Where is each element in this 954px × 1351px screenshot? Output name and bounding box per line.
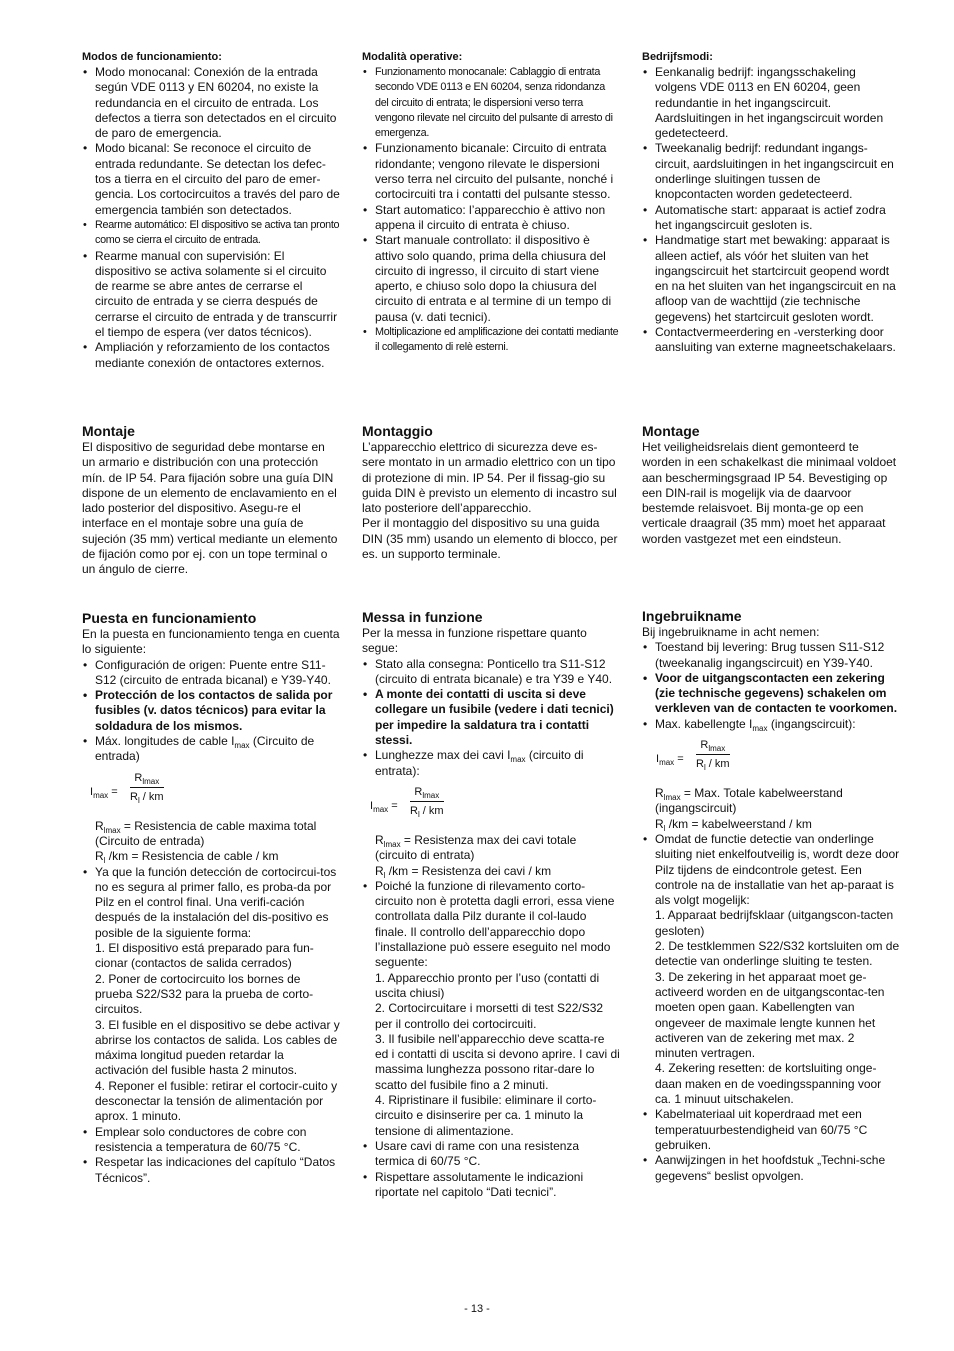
modes-list [362, 65, 620, 356]
mount-section [82, 423, 340, 578]
list-item: • A monte dei contatti di uscita si deve collegare un fusibile (vedere i dati tecnici) per impedire la saldatura tra i contatti stessi. [362, 687, 620, 748]
list-item: • Max. kabellengte $I_{max}$ (ingangscircuit): [642, 717, 900, 732]
paragraph: Per il montaggio del dispositivo su una guida DIN (35 mm) usando un elemento di blocco, per es. un supporto terminale. [362, 516, 618, 562]
list-item: • Funzionamento bicanale: Circuito di entrata ridondante; vengono rilevate le dispersioni verso terra nel circuito del pulsante, nonché i cortocircuiti tra i contatti del pulsante stesso. [362, 141, 620, 202]
list-item: • Tweekanalig bedrijf: redundant ingangs-circuit, aardsluitingen in het ingangscircuit en onderlinge sluitingen tussen de knopcontacten worden gedetecteerd. [642, 141, 900, 202]
list-item: • Aanwijzingen in het hoofdstuk „Techni-sche gegevens“ beslist opvolgen. [642, 1153, 900, 1184]
list-item: • Emplear solo conductores de cobre con resistencia a temperatura de 60/75 °C. [82, 1125, 340, 1156]
list-item: • Omdat de functie detectie van onderlinge sluiting niet enkelfoutveilig is, wordt deze door Pilz tijdens de eindcontrole getest. Een controle na de installatie van het ap-paraat is als volgt mogelijk: 1. Apparaat bedrijfsklaar (uitgangscon-tacten gesloten) 2. De testklemmen S22/S32 kortsluiten om de detectie van onderlinge sluiting te testen. 3. De zekering in het apparaat moet ge-activeerd worden en de uitgangscontac-ten moeten open gaan. Kabellengten van ongeveer de maximale lengte kunnen het activeren van de zekering met max. 2 minuten vertragen. 4. Zekering resetten: de kortsluiting onge-daan maken en de voedingsspanning voor ca. 1 minuut uitschakelen. [642, 832, 900, 1107]
cable-length-formula: $I_{max}$ = $R_{lmax}$ $R_l$ / km [656, 739, 730, 773]
cable-length-formula: $I_{max}$ = $R_{lmax}$ $R_l$ / km [90, 771, 164, 805]
list-item: • Start manuale controllato: il dispositivo è attivo solo quando, prima della chiusura del circuito di ingresso, il circuito di start viene aperto, e chiuso solo dopo la chiusura del circuito di entrata e al termine di un tempo di pausa (v. dati tecnici). [362, 233, 620, 325]
list-item: • Start automatico: l’apparecchio è attivo non appena il circuito di entrata è chiuso. [362, 203, 620, 234]
paragraph: Het veiligheidsrelais dient gemonteerd te worden in een schakelkast die minimaal voldoet aan beschermingsgraad IP 54. Bevestiging op een DIN-rail is mogelijk via de daarvoor bestemde relaisvoet. Bij monta-ge op een verticale draagrail (35 mm) moet het apparaat worden vastgezet met een eindsteun. [642, 440, 897, 546]
list-item: • Respetar las indicaciones del capítulo “Datos Técnicos”. [82, 1155, 340, 1186]
commissioning-list [362, 657, 620, 779]
list-item: • Ampliación y reforzamiento de los contactos mediante conexión de ontactores externos. [82, 340, 340, 371]
modes-title: Modos de funcionamiento: [82, 51, 222, 63]
list-item: • Handmatige start met bewaking: apparaat is alleen actief, als vóór het sluiten van het ingangscircuit het startcircuit geopend wordt en na het sluiten van het ingangscircuit en na afloop van de wachttijd (zie technische gegevens) het startcircuit gesloten wordt. [642, 233, 900, 325]
column-dutch [642, 50, 900, 1183]
section-heading: Ingebruikname [642, 608, 742, 624]
list-item: • Automatische start: apparaat is actief zodra het ingangscircuit gesloten is. [642, 203, 900, 234]
paragraph: Bij ingebruikname in acht nemen: [642, 625, 820, 639]
list-item: • Toestand bij levering: Brug tussen S11-S12 (tweekanalig ingangscircuit) en Y39-Y40. [642, 640, 900, 671]
modes-list [642, 65, 900, 356]
list-item: • Rispettare assolutamente le indicazioni riportate nel capitolo “Dati tecnici”. [362, 1170, 620, 1201]
commissioning-section [82, 610, 340, 1186]
section-heading: Montaggio [362, 423, 433, 439]
mount-section [642, 423, 900, 547]
commissioning-section [642, 608, 900, 1184]
list-item: • Usare cavi di rame con una resistenza termica di 60/75 °C. [362, 1139, 620, 1170]
list-item: • Stato alla consegna: Ponticello tra S11-S12 (circuito di entrata bicanale) e tra Y39 e Y40. [362, 657, 620, 688]
list-item: • Rearme manual con supervisión: El dispositivo se activa solamente si el circuito de rearme se abre antes de cerrarse el circuito de entrada y se cierra después de cerrarse el circuito de entrada y de transcurrir el tiempo de espera (ver datos técnicos). [82, 249, 340, 341]
list-item: • Voor de uitgangscontacten een zekering (zie technische gegevens) schakelen om verkleven van de contacten te voorkomen. [642, 671, 900, 717]
commissioning-list [642, 640, 900, 732]
paragraph: El dispositivo de seguridad debe montarse en un armario e distribución con una protección mín. de IP 54. Para fijación sobre una guía DIN dispone de un elemento de enclavamiento en el lado posterior del dispositivo. Asegu-re el interface en el montaje sobre una guía de sujeción (35 mm) vertical mediante un elemento de fijación como por ej. con un tope terminal o un ángulo de cierre. [82, 440, 338, 577]
page-number: - 13 - [464, 1303, 490, 1315]
list-item: • Rearme automático: El dispositivo se activa tan pronto como se cierra el circuito de entrada. [82, 218, 340, 249]
section-heading: Puesta en funcionamiento [82, 610, 257, 626]
list-item: • Eenkanalig bedrijf: ingangsschakeling volgens VDE 0113 en EN 60204, geen redundantie in het ingangscircuit. Aardsluitingen in het ingangscircuit worden gedetecteerd. [642, 65, 900, 141]
mount-section [362, 423, 620, 562]
list-item: • Moltiplicazione ed amplificazione dei contatti mediante il collegamento di relè esterni. [362, 325, 620, 356]
formula-definitions: $R_{lmax}$ = Max. Totale kabelweerstand (ingangscircuit) $R_l$ /km = kabelweerstand / km [655, 786, 843, 833]
formula-definitions: $R_{lmax}$ = Resistenza max dei cavi totale (circuito di entrata) $R_l$ /km = Resistenza dei cavi / km [375, 832, 577, 880]
commissioning-list [82, 658, 340, 765]
commissioning-list-2 [82, 865, 340, 1186]
list-item: • Modo monocanal: Conexión de la entrada según VDE 0113 y EN 60204, no existe la redundancia en el circuito de entrada. Los defectos a tierra son detectados en el circuito de paro de emergencia. [82, 65, 340, 141]
cable-length-formula: $I_{max}$ = $R_{lmax}$ $R_l$ / km [370, 785, 444, 820]
modes-title: Bedrijfsmodi: [642, 51, 713, 63]
list-item: • Lunghezze max dei cavi $I_{max}$ (circuito di entrata): [362, 748, 620, 779]
paragraph: En la puesta en funcionamiento tenga en cuenta lo siguiente: [82, 627, 340, 657]
commissioning-list-2 [362, 879, 620, 1200]
list-item: • Contactvermeerdering en -versterking door aansluiting van externe magneetschakelaars. [642, 325, 900, 356]
list-item: • Modo bicanal: Se reconoce el circuito de entrada redundante. Se detectan los defec-tos a tierra en el circuito del paro de emer-gencia. Los cortocircuitos a través del paro de emergencia también son detectados. [82, 141, 340, 217]
list-item: • Configuración de origen: Puente entre S11-S12 (circuito de entrada bicanal) e Y39-Y40. [82, 658, 340, 689]
column-italian [362, 50, 620, 1199]
paragraph: Per la messa in funzione rispettare quanto segue: [362, 626, 587, 656]
modes-title: Modalità operative: [362, 51, 463, 63]
list-item: • Protección de los contactos de salida por fusibles (v. datos técnicos) para evitar la soldadura de los mismos. [82, 688, 340, 734]
section-heading: Montaje [82, 423, 135, 439]
list-item: • Poiché la funzione di rilevamento corto-circuito non è protetta dagli errori, essa viene controllata dalla Pilz durante il col-laudo finale. Il controllo dell’apparecchio dopo l’installazione può essere eseguito nel modo seguente: 1. Apparecchio pronto per l’uso (contatti di uscita chiusi) 2. Cortocircuitare i morsetti di test S22/S32 per il controllo dei cortocircuiti. 3. Il fusibile nell’apparecchio deve scatta-re ed i contatti di uscita si devono aprire. I cavi di massima lunghezza possono ritar-dare lo scatto del fusibile fino a 2 minuti. 4. Ripristinare il fusibile: eliminare il corto-circuito e disinserire per ca. 1 minuto la tensione di alimentazione. [362, 879, 620, 1139]
list-item: • Máx. longitudes de cable $I_{max}$ (Circuito de entrada) [82, 734, 340, 765]
list-item: • Kabelmateriaal uit koperdraad met een temperatuurbestendigheid van 60/75 °C gebruiken. [642, 1107, 900, 1153]
formula-definitions: $R_{lmax}$ = Resistencia de cable maxima total (Circuito de entrada) $R_l$ /km = Resistencia de cable / km [95, 818, 317, 866]
commissioning-section [362, 609, 620, 1200]
section-heading: Montage [642, 423, 700, 439]
list-item: • Ya que la función detección de cortocircui-tos no es segura al primer fallo, es proba-da por Pilz en el control final. Una verifi-cación después de la instalación del dis-positivo es posible de la siguiente forma: 1. El dispositivo está preparado para fun-cionar (contactos de salida cerrados) 2. Poner de cortocircuito los bornes de prueba S22/S32 para la prueba de corto-circuitos. 3. El fusible en el dispositivo se debe activar y abrirse los contactos de salida. Los cables de máxima longitud pueden retardar la activación del fusible hasta 2 minutos. 4. Reponer el fusible: retirar el cortocir-cuito y desconectar la tensión de alimentación por aprox. 1 minuto. [82, 865, 340, 1125]
section-heading: Messa in funzione [362, 609, 483, 625]
list-item: • Funzionamento monocanale: Cablaggio di entrata secondo VDE 0113 e EN 60204, senza ridondanza del circuito di entrata; le dispersioni verso terra vengono rilevate nel circuito del pulsante di arresto di emergenza. [362, 65, 620, 141]
commissioning-list-2 [642, 832, 900, 1184]
column-spanish [82, 50, 340, 1185]
paragraph: L’apparecchio elettrico di sicurezza deve es-sere montato in un armadio elettrico con un tipo di protezione di min. IP 54. Per il fissag-gio su guida DIN è previsto un elemento di incastro sul lato posteriore dell’apparecchio. [362, 440, 617, 516]
modes-list [82, 65, 340, 371]
